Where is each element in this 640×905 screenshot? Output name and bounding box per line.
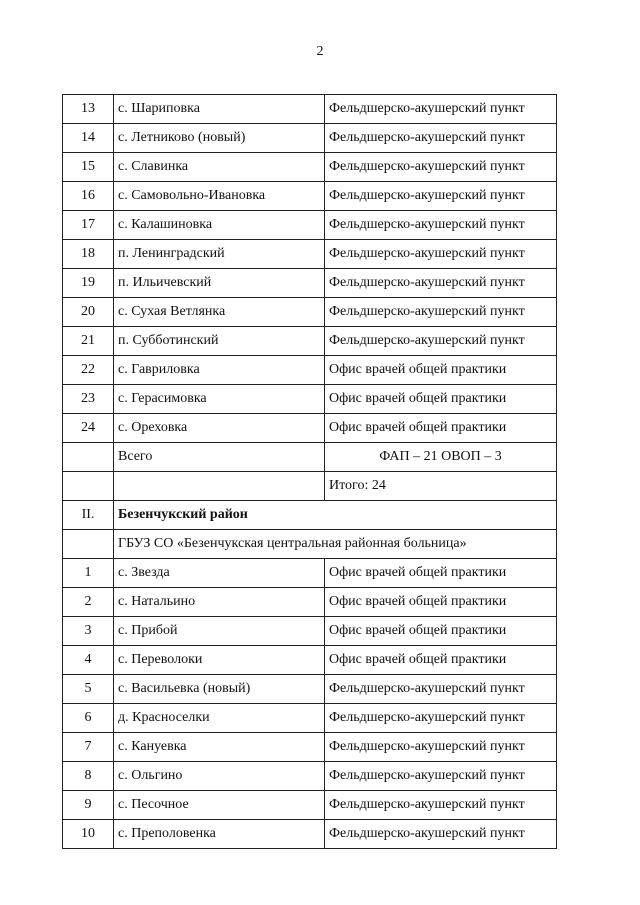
- row-number: 19: [63, 269, 114, 298]
- row-number: 9: [63, 791, 114, 820]
- row-number: 3: [63, 617, 114, 646]
- settlement-name: с. Преполовенка: [114, 820, 325, 849]
- grand-total: Итого: 24: [325, 472, 557, 501]
- table-row: [63, 211, 557, 240]
- settlement-name: с. Шариповка: [114, 95, 325, 124]
- total-label: Всего: [114, 443, 325, 472]
- table-row: [63, 327, 557, 356]
- table-row: [63, 762, 557, 791]
- table-row: [63, 95, 557, 124]
- total-value: ФАП – 21 ОВОП – 3: [325, 443, 557, 472]
- facility-type: Фельдшерско-акушерский пункт: [325, 269, 557, 298]
- settlement-name: с. Ореховка: [114, 414, 325, 443]
- settlement-name: с. Славинка: [114, 153, 325, 182]
- table-row: [63, 559, 557, 588]
- facility-type: Офис врачей общей практики: [325, 588, 557, 617]
- settlement-name: с. Калашиновка: [114, 211, 325, 240]
- settlement-name: с. Натальино: [114, 588, 325, 617]
- settlement-name: с. Васильевка (новый): [114, 675, 325, 704]
- facility-type: Офис врачей общей практики: [325, 414, 557, 443]
- section-number: II.: [63, 501, 114, 530]
- settlement-name: с. Кануевка: [114, 733, 325, 762]
- row-number: 5: [63, 675, 114, 704]
- settlement-name: с. Переволоки: [114, 646, 325, 675]
- table-row: [63, 182, 557, 211]
- total-row: [63, 443, 557, 472]
- empty-cell: [63, 530, 114, 559]
- empty-cell: [63, 472, 114, 501]
- table-row: [63, 298, 557, 327]
- table-row: [63, 820, 557, 849]
- empty-cell: [63, 443, 114, 472]
- row-number: 8: [63, 762, 114, 791]
- grand-total-row: [63, 472, 557, 501]
- facility-type: Фельдшерско-акушерский пункт: [325, 820, 557, 849]
- row-number: 23: [63, 385, 114, 414]
- table-row: [63, 269, 557, 298]
- row-number: 15: [63, 153, 114, 182]
- settlement-name: с. Самовольно-Ивановка: [114, 182, 325, 211]
- section-header-row: [63, 501, 557, 530]
- facility-type: Офис врачей общей практики: [325, 385, 557, 414]
- facility-type: Фельдшерско-акушерский пункт: [325, 298, 557, 327]
- hospital-row: [63, 530, 557, 559]
- table-row: [63, 385, 557, 414]
- settlement-name: с. Сухая Ветлянка: [114, 298, 325, 327]
- settlement-name: д. Красноселки: [114, 704, 325, 733]
- table-row: [63, 240, 557, 269]
- row-number: 21: [63, 327, 114, 356]
- settlement-name: с. Прибой: [114, 617, 325, 646]
- facility-type: Офис врачей общей практики: [325, 559, 557, 588]
- empty-cell: [114, 472, 325, 501]
- settlement-name: п. Субботинский: [114, 327, 325, 356]
- row-number: 4: [63, 646, 114, 675]
- facility-type: Фельдшерско-акушерский пункт: [325, 733, 557, 762]
- row-number: 10: [63, 820, 114, 849]
- row-number: 18: [63, 240, 114, 269]
- row-number: 14: [63, 124, 114, 153]
- facility-type: Фельдшерско-акушерский пункт: [325, 704, 557, 733]
- facilities-table: [62, 94, 557, 849]
- table-row: [63, 356, 557, 385]
- table-row: [63, 646, 557, 675]
- settlement-name: с. Гавриловка: [114, 356, 325, 385]
- row-number: 6: [63, 704, 114, 733]
- facility-type: Фельдшерско-акушерский пункт: [325, 211, 557, 240]
- facility-type: Фельдшерско-акушерский пункт: [325, 153, 557, 182]
- table-row: [63, 124, 557, 153]
- row-number: 24: [63, 414, 114, 443]
- row-number: 1: [63, 559, 114, 588]
- facility-type: Фельдшерско-акушерский пункт: [325, 95, 557, 124]
- table-row: [63, 617, 557, 646]
- table-row: [63, 733, 557, 762]
- table-row: [63, 791, 557, 820]
- facility-type: Фельдшерско-акушерский пункт: [325, 240, 557, 269]
- settlement-name: п. Ленинградский: [114, 240, 325, 269]
- facility-type: Фельдшерско-акушерский пункт: [325, 124, 557, 153]
- facility-type: Фельдшерско-акушерский пункт: [325, 327, 557, 356]
- row-number: 7: [63, 733, 114, 762]
- facility-type: Офис врачей общей практики: [325, 356, 557, 385]
- page-number: 2: [316, 44, 324, 59]
- facility-type: Фельдшерско-акушерский пункт: [325, 182, 557, 211]
- table-row: [63, 704, 557, 733]
- facility-type: Фельдшерско-акушерский пункт: [325, 762, 557, 791]
- settlement-name: с. Летниково (новый): [114, 124, 325, 153]
- table-row: [63, 153, 557, 182]
- table-row: [63, 675, 557, 704]
- row-number: 16: [63, 182, 114, 211]
- facility-type: Фельдшерско-акушерский пункт: [325, 675, 557, 704]
- row-number: 22: [63, 356, 114, 385]
- settlement-name: с. Герасимовка: [114, 385, 325, 414]
- row-number: 13: [63, 95, 114, 124]
- row-number: 20: [63, 298, 114, 327]
- row-number: 17: [63, 211, 114, 240]
- facility-type: Офис врачей общей практики: [325, 617, 557, 646]
- table-row: [63, 588, 557, 617]
- settlement-name: с. Ольгино: [114, 762, 325, 791]
- settlement-name: с. Звезда: [114, 559, 325, 588]
- facility-type: Офис врачей общей практики: [325, 646, 557, 675]
- row-number: 2: [63, 588, 114, 617]
- settlement-name: с. Песочное: [114, 791, 325, 820]
- settlement-name: п. Ильичевский: [114, 269, 325, 298]
- district-name: Безенчукский район: [114, 501, 557, 530]
- table-row: [63, 414, 557, 443]
- hospital-name: ГБУЗ СО «Безенчукская центральная районная больница»: [114, 530, 557, 559]
- facility-type: Фельдшерско-акушерский пункт: [325, 791, 557, 820]
